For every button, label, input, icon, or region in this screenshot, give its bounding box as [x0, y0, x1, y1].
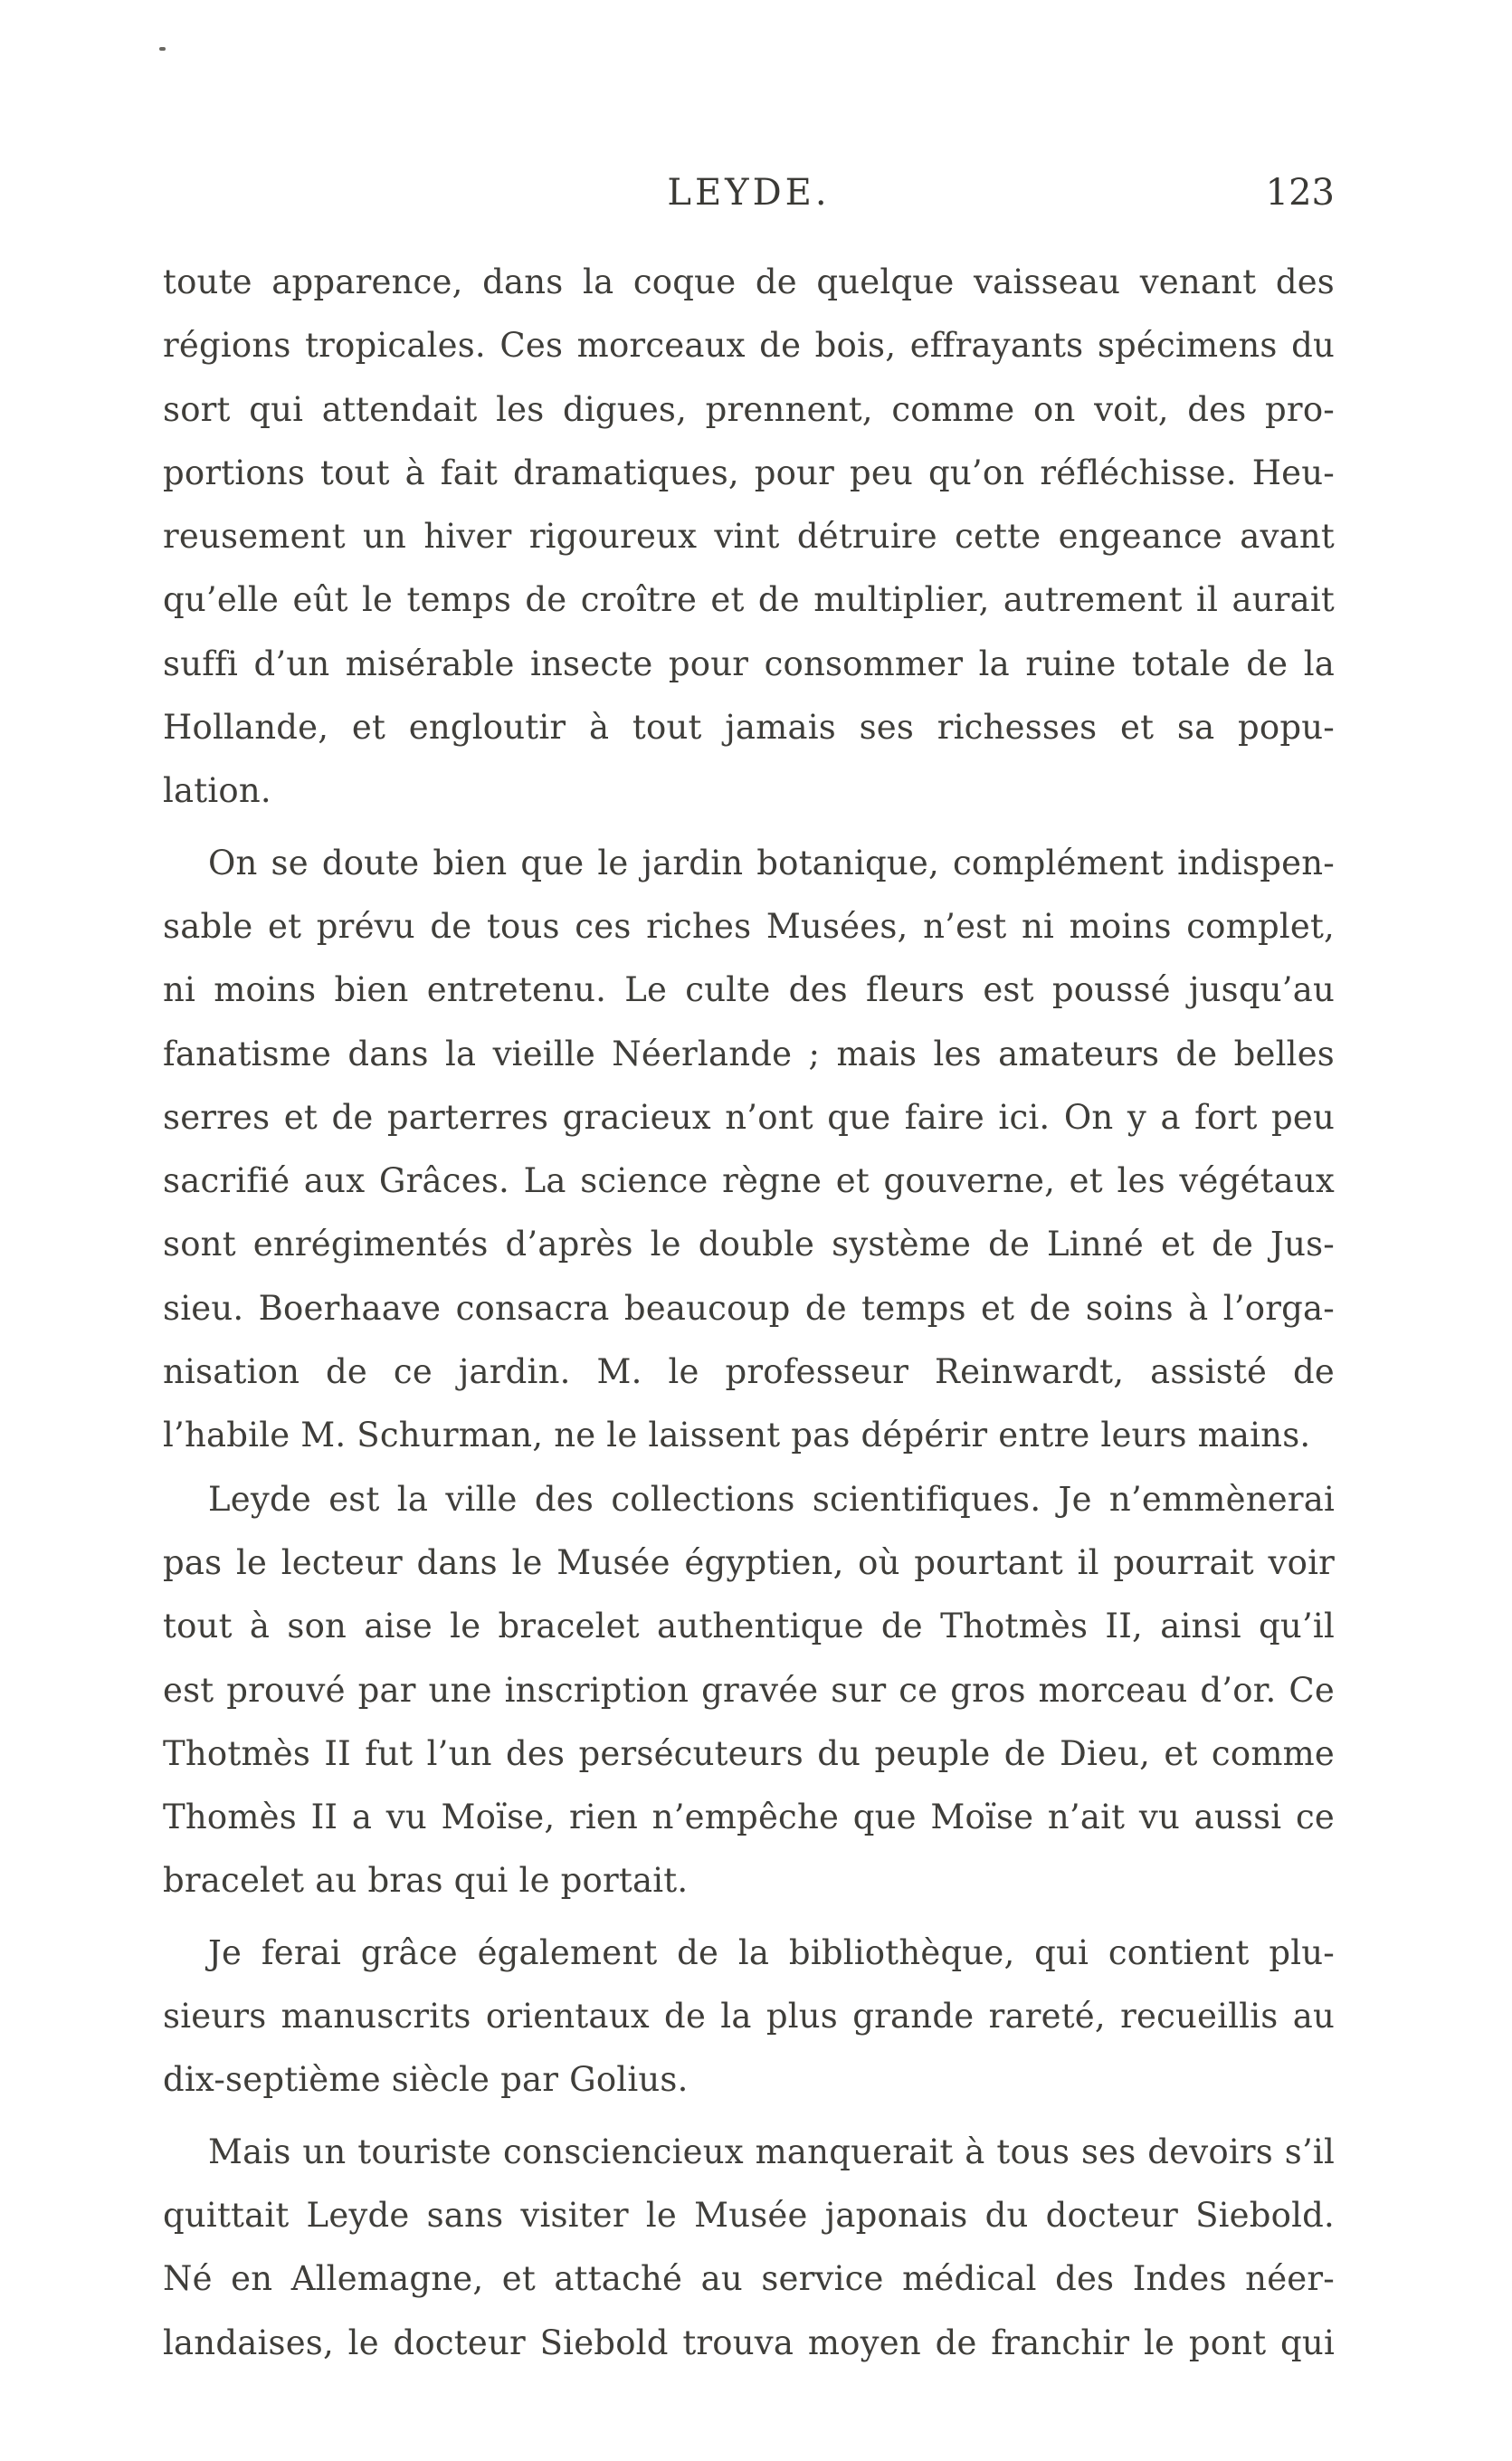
text-line: fanatisme dans la vieille Néerlande ; mais les amateurs de belles: [163, 1034, 1335, 1073]
text-line: l’habile M. Schurman, ne le laissent pas dépérir entre leurs mains.: [163, 1416, 1311, 1455]
paper-speck: [159, 47, 166, 51]
paragraph-gap: [163, 824, 1335, 832]
paragraph: [163, 251, 1335, 824]
text-line: toute apparence, dans la coque de quelque vaisseau venant des: [163, 262, 1335, 301]
text-line: On se doute bien que le jardin botanique, complément indispen-: [208, 843, 1335, 882]
text-line: Leyde est la ville des collections scientifiques. Je n’emmènerai: [208, 1479, 1335, 1519]
text-line: qu’elle eût le temps de croître et de multiplier, autrement il aurait: [163, 580, 1335, 620]
text-line: reusement un hiver rigoureux vint détruire cette engeance avant: [163, 517, 1335, 557]
text-line: sieu. Boerhaave consacra beaucoup de temps et de soins à l’orga-: [163, 1288, 1335, 1328]
body-text: [163, 251, 1335, 2375]
text-line: Thotmès II fut l’un des persécuteurs du peuple de Dieu, et comme: [163, 1733, 1335, 1773]
paragraph: [163, 832, 1335, 1468]
running-title: LEYDE.: [667, 172, 831, 214]
text-line: sieurs manuscrits orientaux de la plus grande rareté, recueillis au: [163, 1997, 1335, 2037]
text-line: sont enrégimentés d’après le double système de Linné et de Jus-: [163, 1225, 1335, 1264]
paragraph-gap: [163, 1913, 1335, 1922]
text-line: sacrifié aux Grâces. La science règne et gouverne, et les végétaux: [163, 1161, 1335, 1201]
text-line: bracelet au bras qui le portait.: [163, 1861, 689, 1901]
text-line: serres et de parterres gracieux n’ont que faire ici. On y a fort peu: [163, 1097, 1335, 1137]
text-line: ni moins bien entretenu. Le culte des fleurs est poussé jusqu’au: [163, 970, 1335, 1010]
text-line: portions tout à fait dramatiques, pour peu qu’on réfléchisse. Heu-: [163, 453, 1335, 492]
paragraph: [163, 1468, 1335, 1913]
text-line: tout à son aise le bracelet authentique de Thotmès II, ainsi qu’il: [163, 1607, 1335, 1646]
page-number: 123: [1265, 172, 1335, 214]
text-line: landaises, le docteur Siebold trouva moyen de franchir le pont qui: [163, 2323, 1335, 2362]
text-line: nisation de ce jardin. M. le professeur Reinwardt, assisté de: [163, 1352, 1335, 1392]
text-line: sable et prévu de tous ces riches Musées, n’est ni moins complet,: [163, 906, 1335, 946]
text-line: régions tropicales. Ces morceaux de bois, effrayants spécimens du: [163, 326, 1335, 366]
text-line: Thomès II a vu Moïse, rien n’empêche que Moïse n’ait vu aussi ce: [163, 1798, 1335, 1837]
paragraph-gap: [163, 2113, 1335, 2121]
text-line: Né en Allemagne, et attaché au service médical des Indes néer-: [163, 2259, 1335, 2299]
text-line: lation.: [163, 771, 271, 811]
paragraph: [163, 1922, 1335, 2113]
text-line: sort qui attendait les digues, prennent, comme on voit, des pro-: [163, 389, 1335, 429]
running-header: [163, 172, 1335, 226]
text-line: dix-septième siècle par Golius.: [163, 2060, 689, 2100]
paragraph: [163, 2121, 1335, 2375]
text-line: Mais un touriste consciencieux manquerait à tous ses devoirs s’il: [208, 2132, 1335, 2171]
text-line: suffi d’un misérable insecte pour consommer la ruine totale de la: [163, 644, 1335, 683]
text-line: Hollande, et engloutir à tout jamais ses richesses et sa popu-: [163, 708, 1335, 748]
text-line: quittait Leyde sans visiter le Musée japonais du docteur Siebold.: [163, 2195, 1335, 2235]
text-line: Je ferai grâce également de la bibliothèque, qui contient plu-: [208, 1932, 1335, 1972]
text-line: pas le lecteur dans le Musée égyptien, où pourtant il pourrait voir: [163, 1542, 1335, 1582]
text-line: est prouvé par une inscription gravée sur ce gros morceau d’or. Ce: [163, 1670, 1335, 1710]
